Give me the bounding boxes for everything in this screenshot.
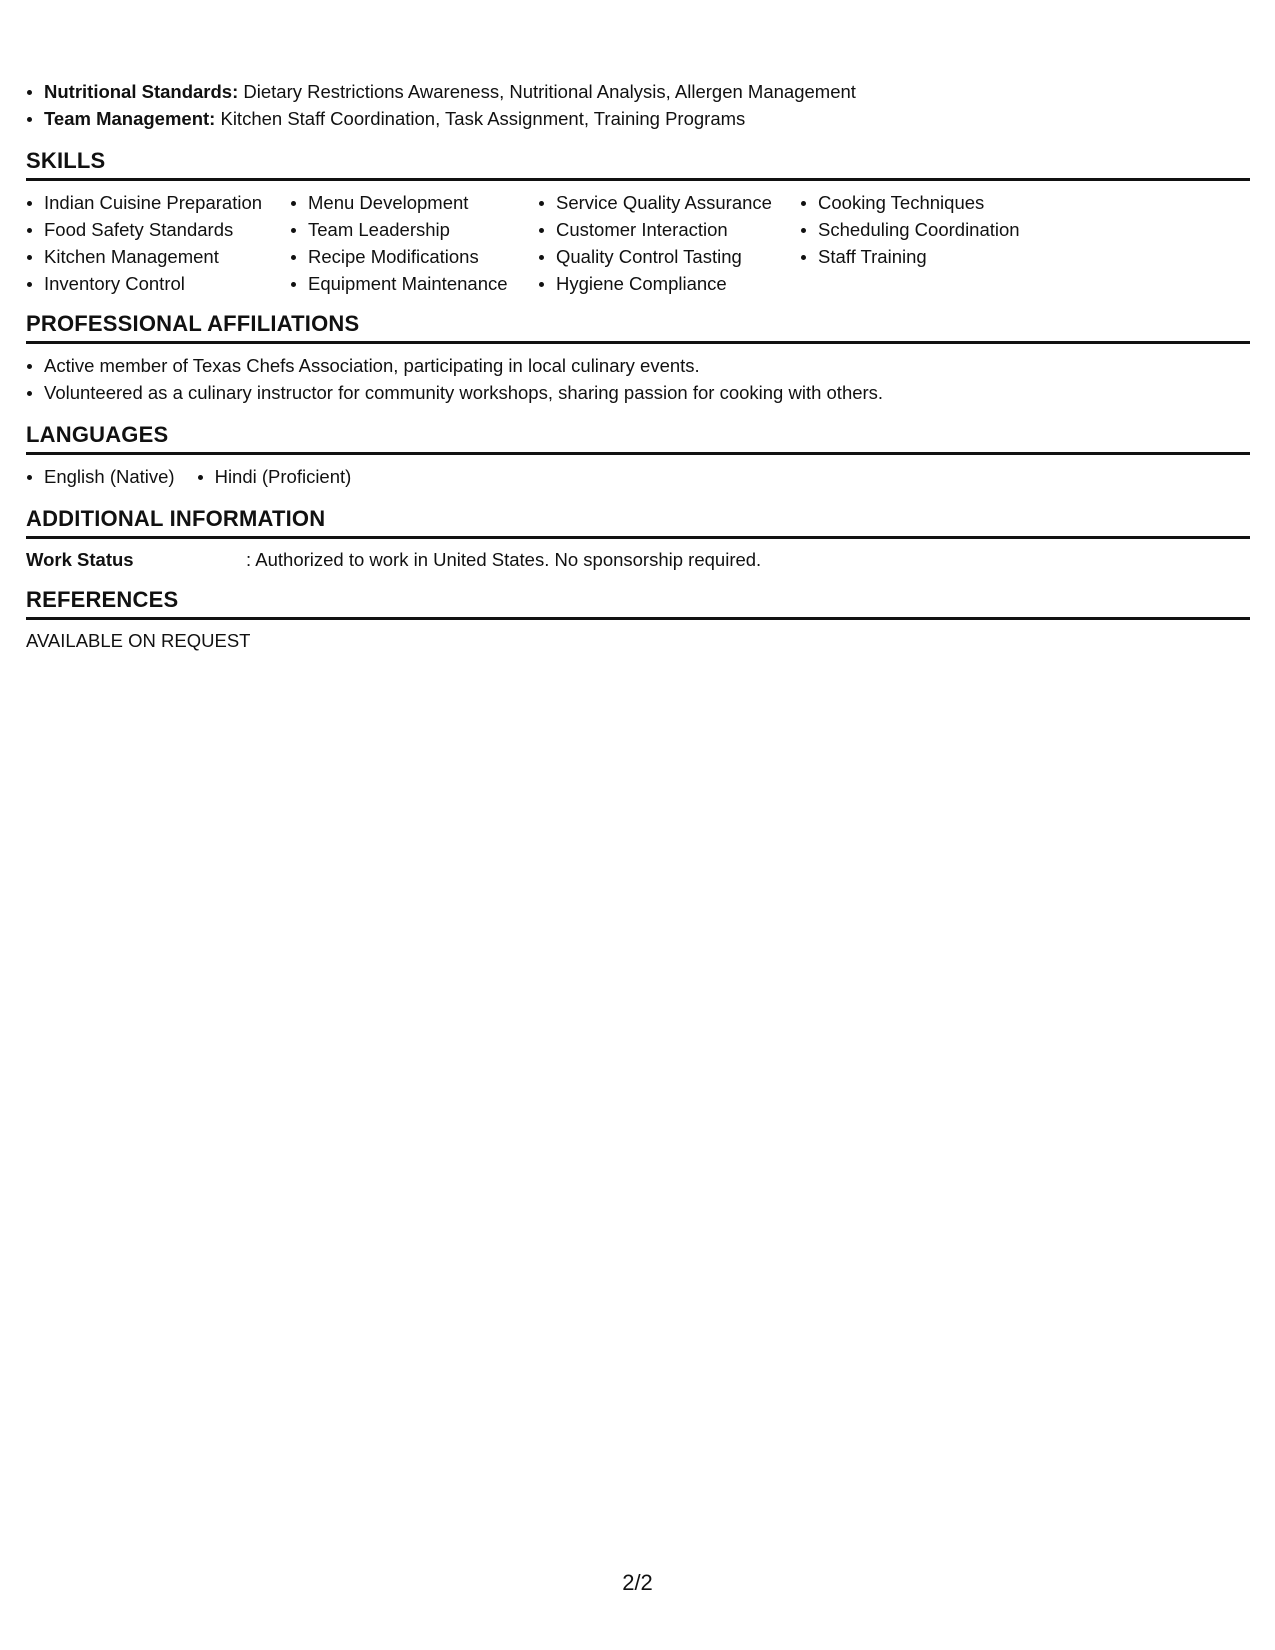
skill-item: Cooking Techniques [800, 189, 1060, 216]
skill-item: Scheduling Coordination [800, 216, 1060, 243]
affiliation-item: Volunteered as a culinary instructor for community workshops, sharing passion for cooking with others. [26, 379, 1250, 406]
skill-item: Equipment Maintenance [290, 270, 538, 297]
language-item: English (Native) [26, 463, 175, 490]
skills-column [26, 189, 290, 297]
expertise-text: Dietary Restrictions Awareness, Nutritional Analysis, Allergen Management [238, 81, 856, 102]
section-title-languages: LANGUAGES [26, 422, 1250, 455]
references-text: AVAILABLE ON REQUEST [26, 630, 251, 651]
skill-item: Team Leadership [290, 216, 538, 243]
skill-item: Food Safety Standards [26, 216, 290, 243]
skill-item: Inventory Control [26, 270, 290, 297]
skill-item: Kitchen Management [26, 243, 290, 270]
page-number: 2/2 [622, 1570, 653, 1595]
expertise-list [26, 78, 1250, 132]
skill-item: Recipe Modifications [290, 243, 538, 270]
language-item: Hindi (Proficient) [197, 463, 352, 490]
expertise-text: Kitchen Staff Coordination, Task Assignment, Training Programs [215, 108, 746, 129]
skill-item: Indian Cuisine Preparation [26, 189, 290, 216]
skill-item: Hygiene Compliance [538, 270, 800, 297]
skills-column [800, 189, 1060, 297]
skill-item: Customer Interaction [538, 216, 800, 243]
section-title-references: REFERENCES [26, 587, 1250, 620]
list-item [26, 78, 1250, 105]
skill-item: Quality Control Tasting [538, 243, 800, 270]
affiliation-item: Active member of Texas Chefs Association, participating in local culinary events. [26, 352, 1250, 379]
expertise-label: Team Management: [44, 108, 216, 129]
section-title-affiliations: PROFESSIONAL AFFILIATIONS [26, 311, 1250, 344]
work-status-label: Work Status [26, 549, 134, 570]
skill-item: Menu Development [290, 189, 538, 216]
skills-column [290, 189, 538, 297]
skills-grid [26, 189, 1250, 297]
resume-page [26, 78, 1250, 654]
skill-item: Staff Training [800, 243, 1060, 270]
work-status-value: : Authorized to work in United States. No sponsorship required. [246, 549, 762, 570]
skill-item: Service Quality Assurance [538, 189, 800, 216]
list-item [26, 105, 1250, 132]
languages-list [26, 463, 1250, 490]
skills-column [538, 189, 800, 297]
expertise-label: Nutritional Standards: [44, 81, 239, 102]
section-title-additional-information: ADDITIONAL INFORMATION [26, 506, 1250, 539]
section-title-skills: SKILLS [26, 148, 1250, 181]
affiliations-list [26, 352, 1250, 406]
work-status-row [26, 547, 1250, 573]
